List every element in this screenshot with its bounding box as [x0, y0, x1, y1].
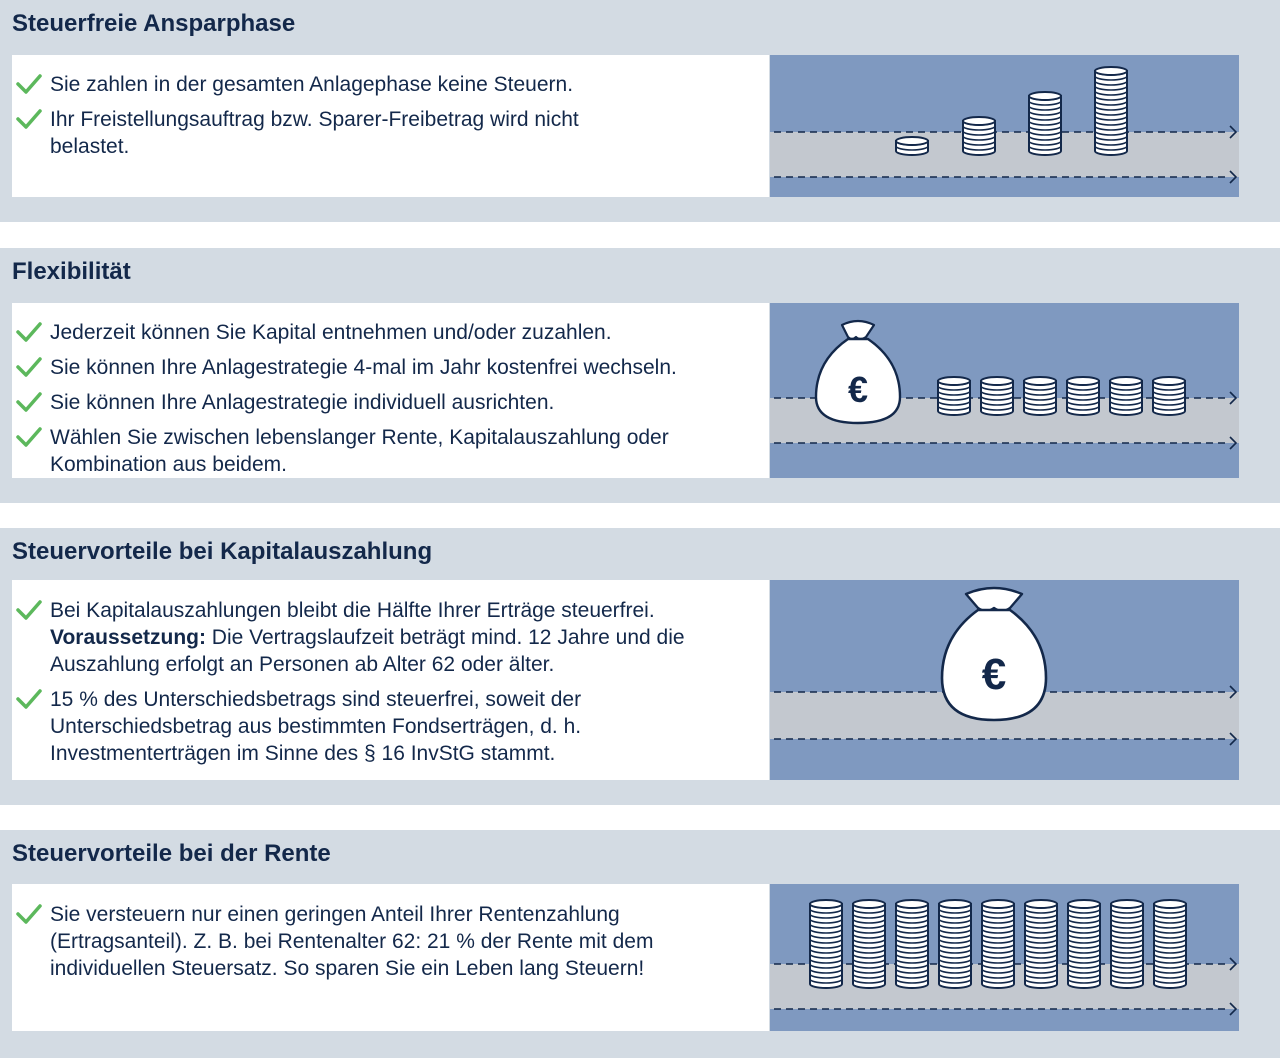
- list-item-text: Sie zahlen in der gesamten Anlagephase keine Steuern.: [50, 73, 574, 96]
- list-item: [12, 597, 710, 678]
- check-icon: [16, 688, 42, 710]
- list-item: [12, 686, 650, 767]
- condition-label: Voraussetzung:: [50, 626, 206, 649]
- list-item: [12, 354, 732, 381]
- check-icon: [16, 73, 42, 95]
- list-item: [12, 71, 632, 98]
- list-item: [12, 389, 732, 416]
- list-item-text: Sie versteuern nur einen geringen Anteil Ihrer Rentenzahlung (Ertragsanteil). Z. B. bei Rentenalter 62: 21 % der Rente mit dem individuellen Steuersatz. So sparen Sie ein Leben lang Steuern!: [50, 903, 654, 980]
- euro-symbol: €: [981, 650, 1007, 699]
- benefit-list: [12, 901, 692, 982]
- list-item: [12, 106, 630, 160]
- coin-stack-icon: [810, 900, 842, 988]
- section-content: [12, 55, 769, 197]
- coin-stacks: [810, 900, 1186, 988]
- coin-stack-icon: [982, 900, 1014, 988]
- flow-band: [770, 132, 1239, 177]
- list-item-text: Sie können Ihre Anlagestrategie 4-mal im Jahr kostenfrei wechseln.: [50, 356, 677, 379]
- pension-illustration: [770, 884, 1239, 1031]
- check-icon: [16, 321, 42, 343]
- coin-stacks-growth-graphic: [770, 55, 1239, 197]
- check-icon: [16, 599, 42, 621]
- euro-symbol: €: [847, 369, 869, 410]
- list-item: [12, 424, 710, 478]
- coin-stack-icon: [896, 900, 928, 988]
- coin-stack-icon: [1024, 377, 1056, 415]
- section-kapitalauszahlung: [0, 528, 1280, 805]
- coin-stack-icon: [938, 377, 970, 415]
- section-rente: [0, 830, 1280, 1058]
- coin-stack-icon: [1110, 377, 1142, 415]
- check-icon: [16, 391, 42, 413]
- list-item-text: Ihr Freistellungsauftrag bzw. Sparer-Freibetrag wird nicht belastet.: [50, 108, 579, 158]
- coin-stack-icon: [1068, 900, 1100, 988]
- condition-text: Die Vertragslaufzeit beträgt mind. 12 Jahre und die Auszahlung erfolgt an Personen ab Alter 62 oder älter.: [50, 626, 685, 676]
- benefit-list: [12, 71, 632, 160]
- check-icon: [16, 108, 42, 130]
- list-item-text: Jederzeit können Sie Kapital entnehmen und/oder zuzahlen.: [50, 321, 612, 344]
- coin-stack-icon: [963, 117, 995, 155]
- list-item-text: Sie können Ihre Anlagestrategie individuell ausrichten.: [50, 391, 555, 414]
- benefit-list: [12, 597, 692, 767]
- coin-stack-icon: [896, 137, 928, 155]
- growth-illustration: [770, 55, 1239, 197]
- coin-stack-icon: [939, 900, 971, 988]
- check-icon: [16, 903, 42, 925]
- list-item-text: 15 % des Unterschiedsbetrags sind steuerfrei, soweit der Unterschiedsbetrag aus bestimmten Fondserträgen, d. h. Investmenterträgen im Sinne des § 16 InvStG stammt.: [50, 688, 582, 765]
- section-steuerfreie-ansparphase: [0, 0, 1280, 222]
- flexibility-illustration: [770, 303, 1239, 478]
- list-item-text: Bei Kapitalauszahlungen bleibt die Hälfte Ihrer Erträge steuerfrei.: [50, 599, 655, 622]
- section-content: [12, 303, 769, 478]
- section-content: [12, 884, 769, 1031]
- benefit-list: [12, 319, 732, 478]
- list-item: [12, 901, 700, 982]
- check-icon: [16, 426, 42, 448]
- section-title: Flexibilität: [12, 258, 131, 285]
- list-item: [12, 319, 732, 346]
- coin-stack-icon: [1067, 377, 1099, 415]
- list-item-text: Wählen Sie zwischen lebenslanger Rente, Kapitalauszahlung oder Kombination aus beidem.: [50, 426, 669, 476]
- coin-stack-icon: [981, 377, 1013, 415]
- coin-stacks-pension-graphic: [770, 884, 1239, 1031]
- coin-stack-icon: [1025, 900, 1057, 988]
- coin-stack-icon: [853, 900, 885, 988]
- large-money-bag-graphic: [770, 580, 1239, 780]
- section-flexibilitaet: [0, 248, 1280, 503]
- coin-stack-icon: [1154, 900, 1186, 988]
- money-bag-icon: [942, 588, 1046, 720]
- money-bag-icon: [816, 321, 900, 423]
- section-title: Steuerfreie Ansparphase: [12, 10, 296, 37]
- payout-illustration: [770, 580, 1239, 780]
- check-icon: [16, 356, 42, 378]
- coin-stack-icon: [1153, 377, 1185, 415]
- section-content: [12, 580, 769, 780]
- money-bag-coins-graphic: [770, 303, 1239, 478]
- coin-stack-icon: [1095, 67, 1127, 155]
- coin-stack-icon: [1111, 900, 1143, 988]
- coin-stack-icon: [1029, 92, 1061, 155]
- section-title: Steuervorteile bei Kapitalauszahlung: [12, 538, 433, 565]
- section-title: Steuervorteile bei der Rente: [12, 840, 331, 867]
